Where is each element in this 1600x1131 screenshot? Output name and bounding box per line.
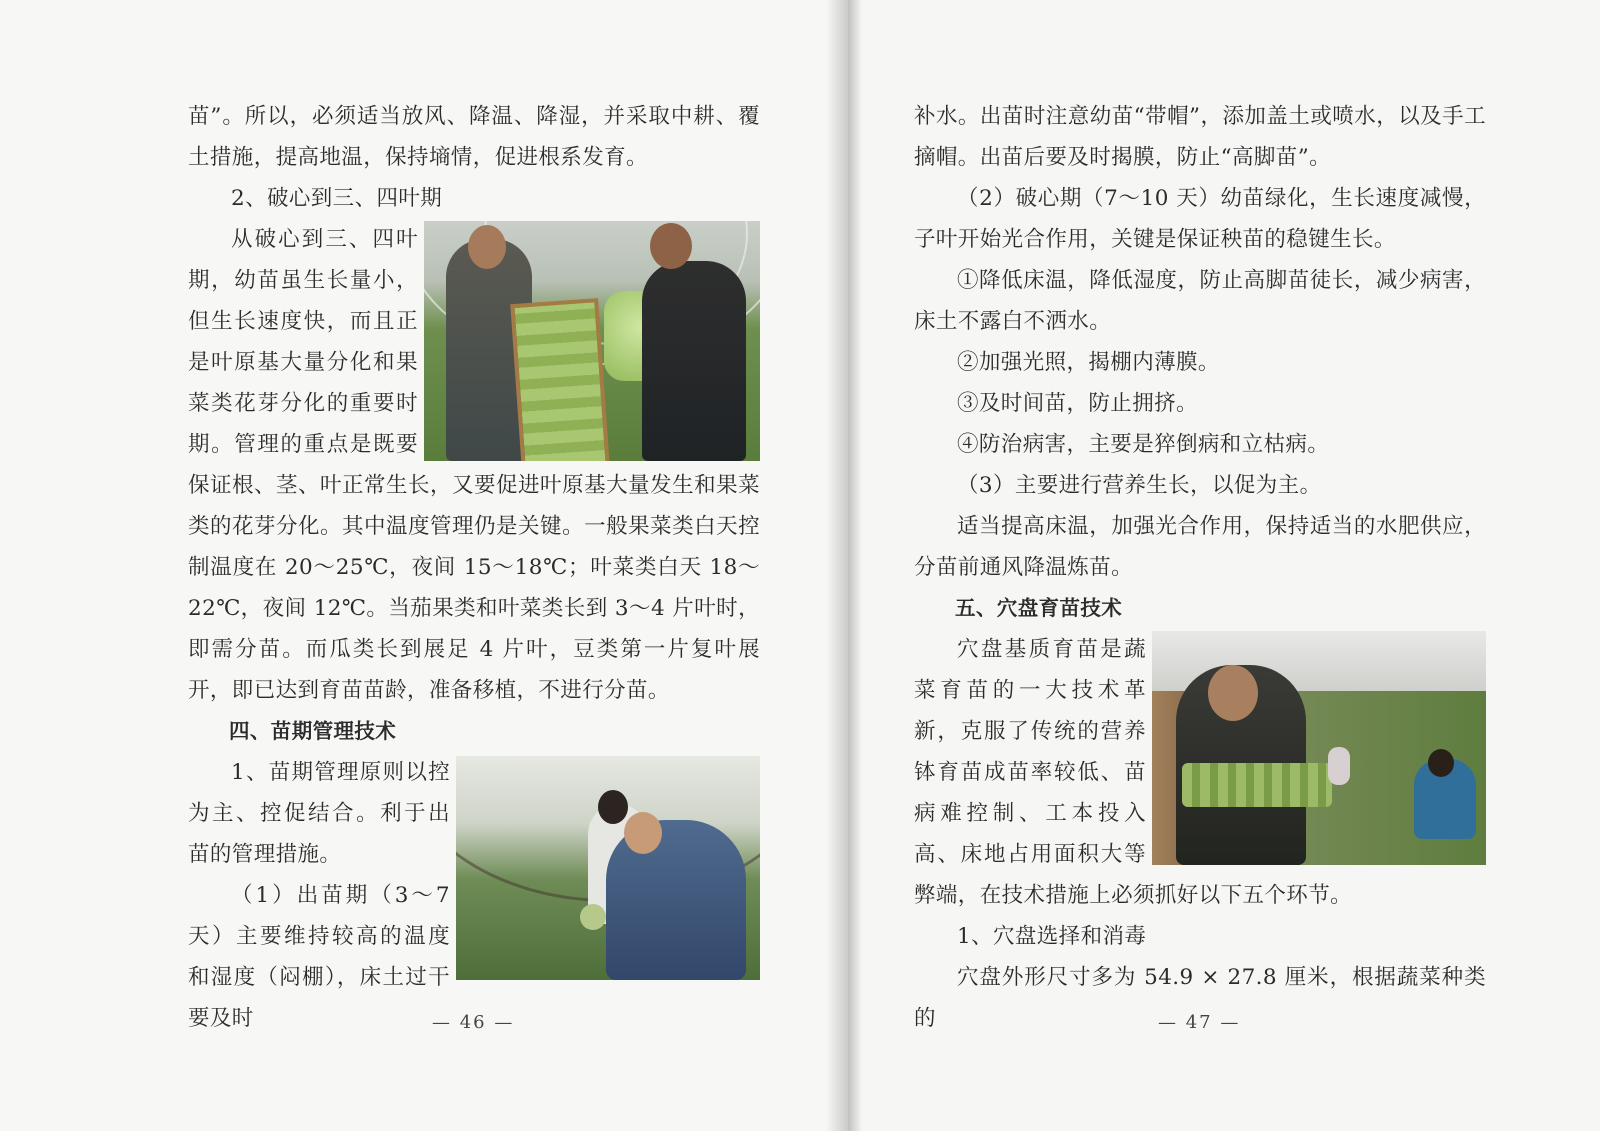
list-item-3: ③及时间苗，防止拥挤。 <box>957 391 1198 416</box>
list-item-1: ①降低床温，降低湿度，防止高脚苗徒长，减少病害，床土不露白不洒水。 <box>914 268 1486 334</box>
photo-greenhouse-inspection <box>456 756 760 980</box>
paragraph-e: 穴盘基质育苗是蔬菜育苗的一大技术革新，克服了传统的营养钵育苗成苗率较低、苗病难控制、工本投入高、床地占用面积大等弊端，在技术措施上必须抓好以下五个环节。 <box>914 637 1353 908</box>
left-page-text <box>188 96 760 1039</box>
page-number-left: — 46 — <box>432 1012 515 1033</box>
paragraph-b: （2）破心期（7～10 天）幼苗绿化，生长速度减慢，子叶开始光合作用，关键是保证秧苗的稳键生长。 <box>914 186 1486 252</box>
section-title-4: 四、苗期管理技术 <box>229 719 397 743</box>
page-number-right: — 47 — <box>1158 1012 1241 1033</box>
paragraph-f: 穴盘外形尺寸多为 54.9 × 27.8 厘米，根据蔬菜种类的 <box>914 965 1486 1031</box>
gutter-shadow <box>826 0 848 1131</box>
paragraph-intro: 苗”。所以，必须适当放风、降温、降湿，并采取中耕、覆土措施，提高地温，保持墒情，促进根系发育。 <box>188 104 760 170</box>
photo-seedling-trays <box>424 221 760 461</box>
photo-plug-tray-nursery <box>1152 631 1486 865</box>
paragraph-4-2: （1）出苗期（3～7 天）主要维持较高的温度和湿度（闷棚），床土过干要及时 <box>188 883 450 1031</box>
heading-stage-2: 2、破心到三、四叶期 <box>231 186 443 211</box>
paragraph-c: （3）主要进行营养生长，以促为主。 <box>957 473 1322 498</box>
gutter-shadow <box>848 0 862 1131</box>
paragraph-a: 补水。出苗时注意幼苗“带帽”，添加盖土或喷水，以及手工摘帽。出苗后要及时揭膜，防止“高脚苗”。 <box>914 104 1486 170</box>
right-page-text <box>914 96 1486 1039</box>
subheading-5-1: 1、穴盘选择和消毒 <box>957 924 1147 949</box>
paragraph-d: 适当提高床温，加强光合作用，保持适当的水肥供应，分苗前通风降温炼苗。 <box>914 514 1486 580</box>
list-item-2: ②加强光照，揭棚内薄膜。 <box>957 350 1220 375</box>
paragraph-stage-2: 从破心到三、四叶期，幼苗虽生长量小，但生长速度快，而且正是叶原基大量分化和果菜类花芽分化的重要时期。管理的重点是既要保证根、茎、叶正常生长，又要促进叶原基大量发生和果菜类的花芽分化。其中温度管理仍是关键。一般果菜类白天控制温度在 20～25℃，夜间 15～18℃；叶菜类白天 18～22℃，夜间 12℃。当茄果类和叶菜类长到 3～4 片叶时，即需分苗。而瓜类长到展足 4 片叶，豆类第一片复叶展开，即已达到育苗苗龄，准备移植，不进行分苗。 <box>188 227 760 703</box>
section-title-5: 五、穴盘育苗技术 <box>955 596 1123 620</box>
list-item-4: ④防治病害，主要是猝倒病和立枯病。 <box>957 432 1330 457</box>
paragraph-4-1: 1、苗期管理原则以控为主、控促结合。利于出苗的管理措施。 <box>188 760 450 867</box>
right-page <box>848 0 1600 1131</box>
